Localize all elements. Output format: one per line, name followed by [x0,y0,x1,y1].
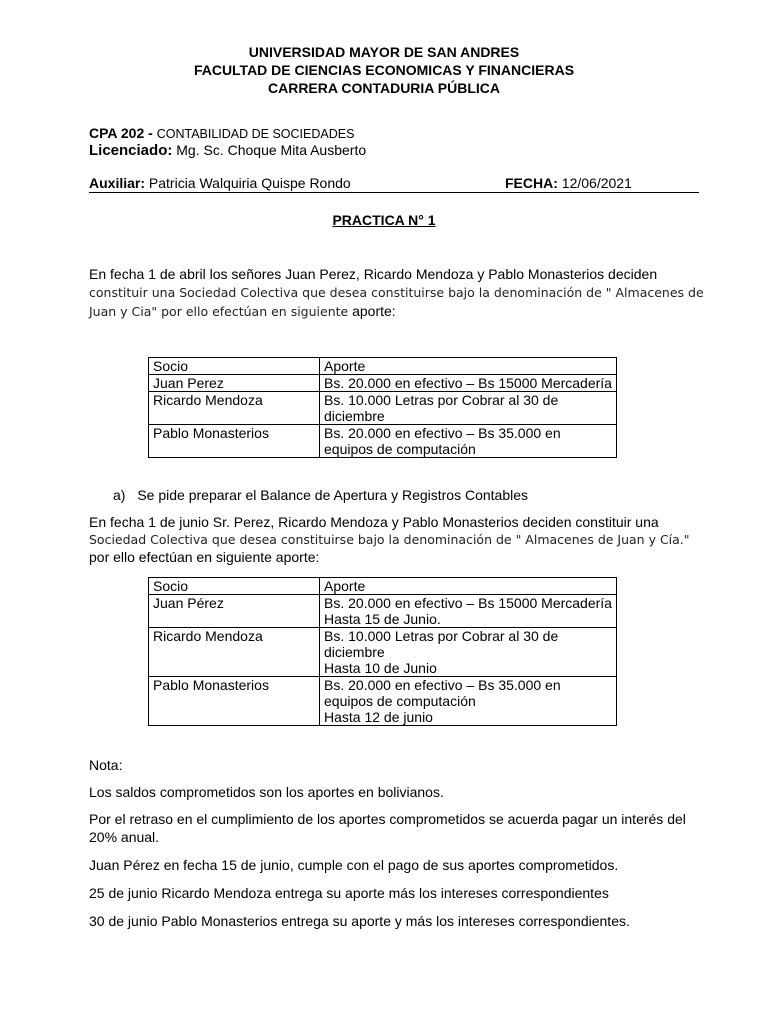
header-aporte: Aporte [320,358,617,375]
socio-cell: Pablo Monasterios [149,677,320,726]
fecha-value: 12/06/2021 [561,175,632,191]
aporte-text: Bs. 10.000 Letras por Cobrar al 30 de diciembre [324,628,559,660]
licenciado-value: Mg. Sc. Choque Mita Ausberto [176,142,367,158]
item-a-text: Se pide preparar el Balance de Apertura y Registros Contables [137,487,529,503]
fecha-label: FECHA: [505,175,558,191]
para1-line1: En fecha 1 de abril los señores Juan Perez, Ricardo Mendoza y Pablo Monasterios deciden [89,266,658,282]
note-4: 25 de junio Ricardo Mendoza entrega su aporte más los intereses correspondientes [89,885,609,901]
table-header-row [149,358,617,375]
table-row [149,677,617,726]
aporte-cell [320,628,617,677]
aporte-cell: Bs. 10.000 Letras por Cobrar al 30 de diciembre [320,392,617,425]
table-header-row [149,578,617,595]
aporte-cell: Bs. 20.000 en efectivo – Bs 35.000 en equipos de computación [320,425,617,458]
aporte-cell [320,595,617,628]
socio-cell: Juan Pérez [149,595,320,628]
note-1: Los saldos comprometidos son los aportes en bolivianos. [89,784,444,800]
table-row [149,595,617,628]
aporte-cell: Bs. 20.000 en efectivo – Bs 15000 Mercadería [320,375,617,392]
para2-line3: por ello efectúan en siguiente aporte: [89,549,320,565]
career-name: CARRERA CONTADURIA PÚBLICA [267,80,501,96]
socio-cell: Juan Perez [149,375,320,392]
deadline-text: Hasta 10 de Junio [324,660,437,676]
socio-cell: Pablo Monasterios [149,425,320,458]
para1-line3 [89,302,396,321]
licenciado-label: Licenciado: [89,142,173,159]
faculty-name: FACULTAD DE CIENCIAS ECONOMICAS Y FINANCIERAS [193,62,575,78]
header-socio: Socio [149,578,320,595]
para1-line2: constituir una Sociedad Colectiva que desea constituirse bajo la denominación de " Almacenes de [89,285,704,300]
auxiliar-line [89,174,351,192]
para2-line1: En fecha 1 de junio Sr. Perez, Ricardo Mendoza y Pablo Monasterios deciden constituir una [89,514,659,530]
table-row [149,375,617,392]
course-code: CPA 202 - [89,125,153,141]
header-aporte: Aporte [320,578,617,595]
aporte-text: Bs. 20.000 en efectivo – Bs 35.000 en equipos de computación [324,677,561,709]
para1-line3-end: aporte: [352,303,396,319]
auxiliar-label: Auxiliar: [89,175,146,191]
note-3: Juan Pérez en fecha 15 de junio, cumple con el pago de sus aportes comprometidos. [89,857,619,873]
table-row [149,628,617,677]
header-socio: Socio [149,358,320,375]
para1-line3-text: Juan y Cia" por ello efectúan en siguiente [89,304,349,319]
aporte-text: Bs. 20.000 en efectivo – Bs 15000 Mercadería [324,595,612,611]
licenciado-line [89,141,366,160]
socio-cell: Ricardo Mendoza [149,392,320,425]
practice-title: PRACTICA N° 1 [332,212,436,228]
course-name: CONTABILIDAD DE SOCIEDADES [156,127,355,141]
table-row [149,425,617,458]
note-5: 30 de junio Pablo Monasterios entrega su aporte y más los intereses correspondientes. [89,913,630,929]
item-a [113,486,528,504]
para2-line2: Sociedad Colectiva que desea constituirse bajo la denominación de " Almacenes de Juan y Cía." [89,532,690,547]
contributions-table-2 [148,577,617,726]
table-row [149,392,617,425]
deadline-text: Hasta 15 de Junio. [324,611,441,627]
aporte-cell [320,677,617,726]
socio-cell: Ricardo Mendoza [149,628,320,677]
note-2: Por el retraso en el cumplimiento de los aportes comprometidos se acuerda pagar un interés del 20% anual. [89,811,686,845]
university-name: UNIVERSIDAD MAYOR DE SAN ANDRES [248,44,520,60]
item-a-marker: a) [113,487,126,503]
header-divider [89,192,699,193]
deadline-text: Hasta 12 de junio [324,709,433,725]
note-label: Nota: [89,757,123,773]
fecha-line [505,174,632,192]
contributions-table-1 [148,357,617,458]
auxiliar-value: Patricia Walquiria Quispe Rondo [148,175,351,191]
